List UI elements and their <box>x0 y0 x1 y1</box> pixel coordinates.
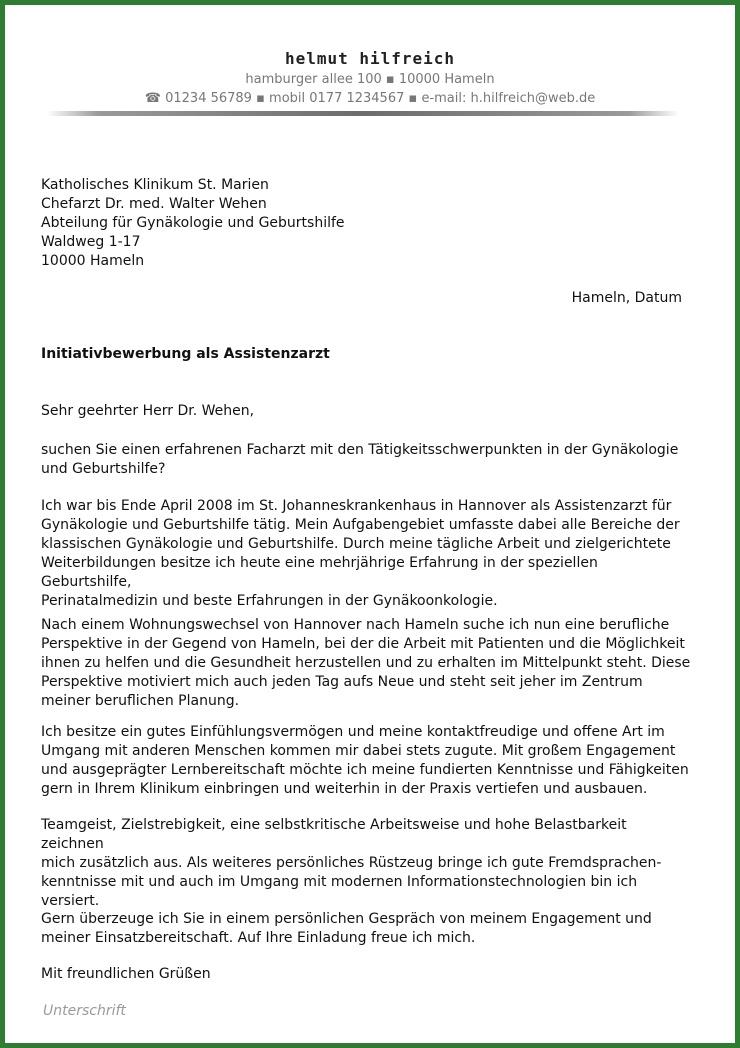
header-divider <box>47 111 679 116</box>
recipient-address <box>41 176 345 271</box>
salutation: Sehr geehrter Herr Dr. Wehen, <box>41 403 255 419</box>
paragraph: Teamgeist, Zielstrebigkeit, eine selbstkritische Arbeitsweise und hohe Belastbarkeit zeichnen mich zusätzlich aus. Als weiteres persönliches Rüstzeug bringe ich gute Fremdsprachen- kenntnisse mit und auch im Umgang mit modernen Informationstechnologien bin ich versiert. <box>41 817 662 909</box>
closing-formula: Mit freundlichen Grüßen <box>41 966 211 982</box>
recipient-line: 10000 Hameln <box>41 253 145 269</box>
recipient-line: Katholisches Klinikum St. Marien <box>41 177 269 193</box>
letterhead <box>0 48 740 108</box>
letter-date: Hameln, Datum <box>571 290 682 306</box>
paragraph: Ich besitze ein gutes Einfühlungsvermögen und meine kontaktfreudige und offene Art im Umgang mit anderen Menschen kommen mir dabei stets zugute. Mit großem Engagement und ausgeprägter Lernbereitschaft möchte ich meine fundierten Kenntnisse und Fähigkeiten gern in Ihrem Klinikum einbringen und weiterhin in der Praxis vertiefen und ausbauen. <box>41 724 689 797</box>
recipient-line: Abteilung für Gynäkologie und Geburtshilfe <box>41 215 345 231</box>
recipient-line: Chefarzt Dr. med. Walter Wehen <box>41 196 267 212</box>
paragraph: suchen Sie einen erfahrenen Facharzt mit den Tätigkeitsschwerpunkten in der Gynäkologie und Geburtshilfe? <box>41 442 679 477</box>
paragraph: Gern überzeuge ich Sie in einem persönlichen Gespräch von meinem Engagement und meiner Einsatzbereitschaft. Auf Ihre Einladung freue ich mich. <box>41 911 652 946</box>
recipient-line: Waldweg 1-17 <box>41 234 141 250</box>
sender-contact <box>0 89 740 108</box>
telephone-icon: ☎ <box>144 91 161 106</box>
sender-contact-text: 01234 56789 ▪ mobil 0177 1234567 ▪ e-mail: h.hilfreich@web.de <box>165 91 596 106</box>
sender-name: helmut hilfreich <box>284 49 456 68</box>
signature-placeholder: Unterschrift <box>43 1003 126 1019</box>
sender-address: hamburger allee 100 ▪ 10000 Hameln <box>245 72 495 87</box>
paragraph: Ich war bis Ende April 2008 im St. Johanneskrankenhaus in Hannover als Assistenzarzt für Gynäkologie und Geburtshilfe tätig. Mein Aufgabengebiet umfasste dabei alle Bereiche der klassischen Gynäkologie und Geburtshilfe. Durch meine tägliche Arbeit und zielgerichtete Weiterbildungen besitze ich heute eine mehrjährige Erfahrung in der speziellen Geburtshilfe, Perinatalmedizin und beste Erfahrungen in der Gynäkoonkologie. <box>41 498 680 609</box>
paragraph: Nach einem Wohnungswechsel von Hannover nach Hameln suche ich nun eine berufliche Perspektive in der Gegend von Hameln, bei der die Arbeit mit Patienten und die Möglichkeit ihnen zu helfen und die Gesundheit herzustellen und zu erhalten im Mittelpunkt steht. Diese Perspektive motiviert mich auch jeden Tag aufs Neue und steht seit jeher im Zentrum meiner beruflichen Planung. <box>41 617 691 709</box>
letter-subject: Initiativbewerbung als Assistenzarzt <box>41 346 330 362</box>
